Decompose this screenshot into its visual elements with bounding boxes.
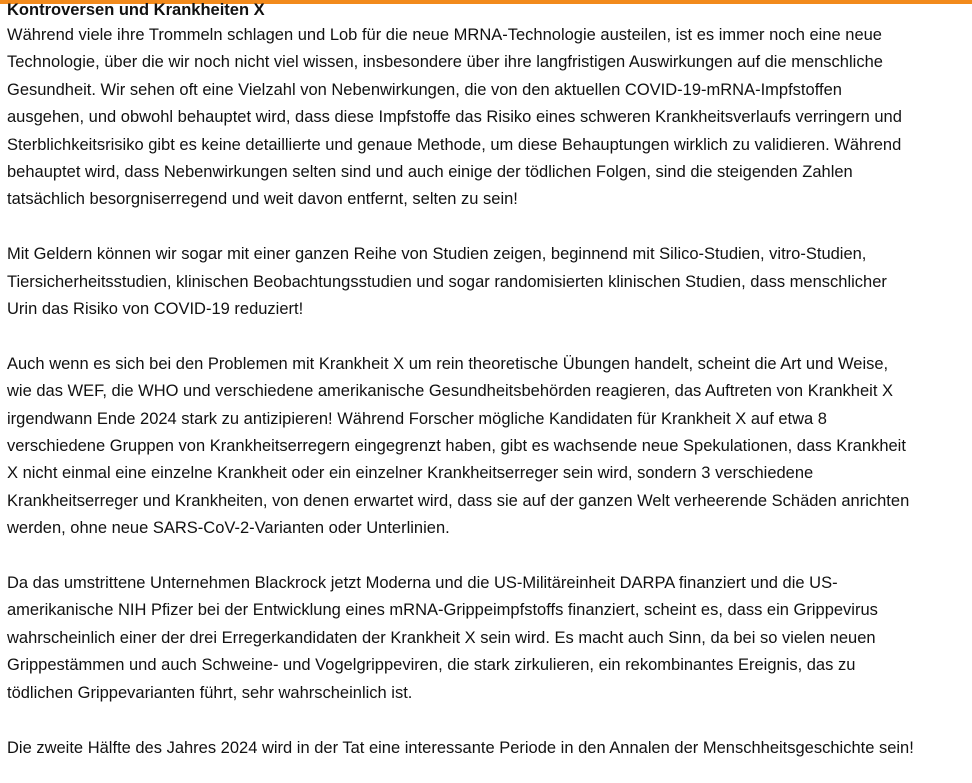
paragraph-spacer [7, 707, 967, 734]
article-paragraph-3: Auch wenn es sich bei den Problemen mit Krankheit X um rein theoretische Übungen handelt, scheint die Art und Weise, wie das WEF, die WHO und verschiedene amerikanische Gesundheitsbehörden reagieren, das Auftreten von Krankheit X irgendwann Ende 2024 stark zu antizipieren! Während Forscher mögliche Kandidaten für Krankheit X auf etwa 8 verschiedene Gruppen von Krankheitserregern eingegrenzt haben, gibt es wachsende neue Spekulationen, dass Krankheit X nicht einmal eine einzelne Krankheit oder ein einzelner Krankheitserreger sein wird, sondern 3 verschiedene Krankheitserreger und Krankheiten, von denen erwartet wird, dass sie auf der ganzen Welt verheerende Schäden anrichten werden, ohne neue SARS-CoV-2-Varianten oder Unterlinien. [7, 354, 910, 538]
article-body [7, 0, 967, 762]
paragraph-spacer [7, 214, 967, 241]
paragraph-spacer [7, 543, 967, 570]
article-heading: Kontroversen und Krankheiten X [7, 1, 265, 19]
article-paragraph-4: Da das umstrittene Unternehmen Blackrock jetzt Moderna und die US-Militäreinheit DARPA finanziert und die US- amerikanische NIH Pfizer bei der Entwicklung eines mRNA-Grippeimpfstoffs finanziert, scheint es, dass ein Grippevirus wahrscheinlich einer der drei Erregerkandidaten der Krankheit X sein wird. Es macht auch Sinn, da bei so vielen neuen Grippestämmen und auch Schweine- und Vogelgrippeviren, die stark zirkulieren, ein rekombinantes Ereignis, das zu tödlichen Grippevarianten führt, sehr wahrscheinlich ist. [7, 574, 878, 702]
paragraph-spacer [7, 323, 967, 350]
article-paragraph-1: Während viele ihre Trommeln schlagen und Lob für die neue MRNA-Technologie austeilen, ist es immer noch eine neue Technologie, über die wir noch nicht viel wissen, insbesondere über ihre langfristigen Auswirkungen auf die menschliche Gesundheit. Wir sehen oft eine Vielzahl von Nebenwirkungen, die von den aktuellen COVID-19-mRNA-Impfstoffen ausgehen, und obwohl behauptet wird, dass diese Impfstoffe das Risiko eines schweren Krankheitsverlaufs verringern und Sterblichkeitsrisiko gibt es keine detaillierte und genaue Methode, um diese Behauptungen wirklich zu validieren. Während behauptet wird, dass Nebenwirkungen selten sind und auch einige der tödlichen Folgen, sind die steigenden Zahlen tatsächlich besorgniserregend und weit davon entfernt, selten zu sein! [7, 26, 902, 209]
article-paragraph-5: Die zweite Hälfte des Jahres 2024 wird in der Tat eine interessante Periode in den Annalen der Menschheitsgeschichte sein! [7, 738, 914, 757]
article-paragraph-2: Mit Geldern können wir sogar mit einer ganzen Reihe von Studien zeigen, beginnend mit Silico-Studien, vitro-Studien, Tiersicherheitsstudien, klinischen Beobachtungsstudien und sogar randomisierten klinischen Studien, dass menschlicher Urin das Risiko von COVID-19 reduziert! [7, 245, 887, 319]
